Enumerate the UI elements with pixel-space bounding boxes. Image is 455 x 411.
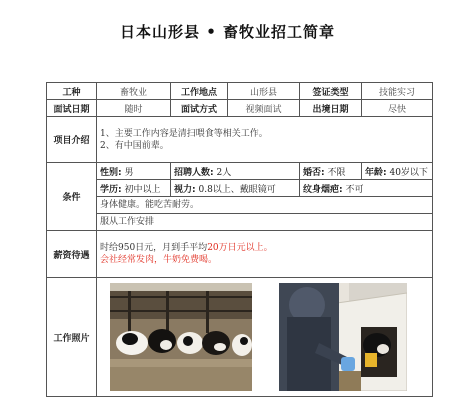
headcount-value: 2人 [216, 167, 232, 178]
job-type-value: 畜牧业 [97, 83, 171, 100]
photos-row [47, 278, 433, 397]
job-type-label: 工种 [47, 83, 97, 100]
marital-cell [300, 163, 362, 180]
education-cell [97, 180, 171, 197]
education-value: 初中以上 [124, 184, 161, 195]
conditions-label: 条件 [47, 163, 97, 231]
marital-value: 不限 [327, 167, 346, 178]
page-title: 日本山形县 • 畜牧业招工简章 [119, 23, 336, 41]
education-label: 学历: [100, 184, 122, 195]
interview-date-value: 随时 [97, 100, 171, 117]
salary-label: 薪资待遇 [47, 231, 97, 278]
recruitment-table [46, 82, 433, 397]
project-label: 项目介绍 [47, 117, 97, 163]
vision-label: 视力: [174, 184, 196, 195]
departure-label: 出境日期 [300, 100, 362, 117]
interview-method-label: 面试方式 [171, 100, 228, 117]
salary-content [97, 231, 433, 278]
photos-content [97, 278, 433, 397]
visa-label: 签证类型 [300, 83, 362, 100]
project-content [97, 117, 433, 163]
vision-cell [171, 180, 300, 197]
header-row-1 [47, 83, 433, 100]
interview-date-label: 面试日期 [47, 100, 97, 117]
gender-value: 男 [124, 167, 134, 178]
marital-label: 婚否: [303, 167, 325, 178]
salary-row [47, 231, 433, 278]
project-line-2: 2、有中国前辈。 [100, 140, 169, 151]
interview-method-value: 视频面试 [228, 100, 300, 117]
salary-line-2: 会社经常发肉，牛奶免费喝。 [100, 255, 218, 265]
tattoo-label: 纹身烟疤: [303, 184, 343, 195]
project-line-1: 1、主要工作内容是清扫喂食等相关工作。 [100, 128, 268, 139]
tattoo-cell [300, 180, 433, 197]
conditions-row-3 [47, 197, 433, 214]
tattoo-value: 不可 [345, 184, 364, 195]
conditions-row-1 [47, 163, 433, 180]
vision-value: 0.8以上、戴眼镜可 [198, 184, 276, 195]
departure-value: 尽快 [362, 100, 433, 117]
project-row [47, 117, 433, 163]
age-value: 40岁以下 [389, 167, 428, 178]
salary-prefix: 时给950日元，月到手平均 [100, 243, 208, 253]
photos-label: 工作照片 [47, 278, 97, 397]
salary-highlight: 20万日元以上。 [207, 243, 273, 253]
cows-feeding-photo [110, 283, 252, 391]
location-label: 工作地点 [171, 83, 228, 100]
gender-cell [97, 163, 171, 180]
salary-line-1 [100, 242, 429, 254]
headcount-cell [171, 163, 300, 180]
gender-label: 性别: [100, 167, 122, 178]
age-cell [362, 163, 433, 180]
headcount-label: 招聘人数: [174, 167, 214, 178]
visa-value: 技能实习 [362, 83, 433, 100]
location-value: 山形县 [228, 83, 300, 100]
worker-calf-photo [279, 283, 407, 391]
obedience-note: 服从工作安排 [97, 214, 433, 231]
health-note: 身体健康。能吃苦耐劳。 [97, 197, 433, 214]
conditions-row-2 [47, 180, 433, 197]
conditions-row-4 [47, 214, 433, 231]
age-label: 年龄: [365, 167, 387, 178]
header-row-2 [47, 100, 433, 117]
